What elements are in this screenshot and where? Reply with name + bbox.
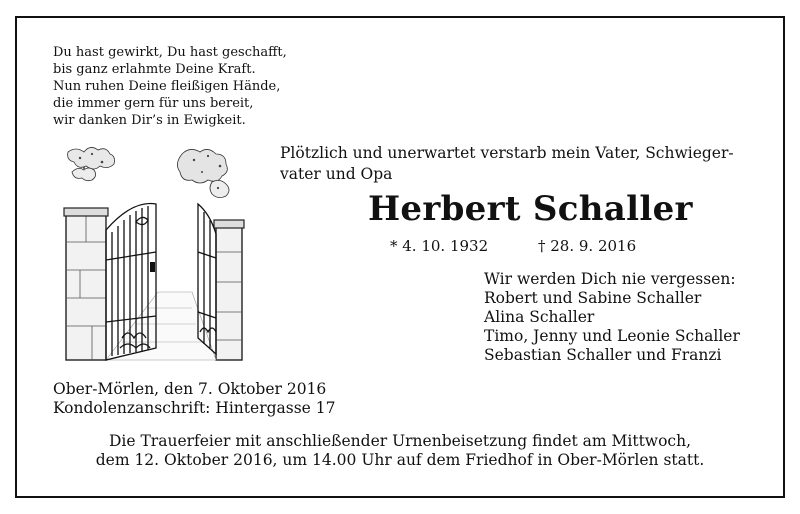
mourner-name: Sebastian Schaller und Franzi — [484, 346, 722, 364]
mourners-list — [484, 270, 740, 365]
mourner-name: Timo, Jenny und Leonie Schaller — [484, 327, 740, 345]
poem-line: Nun ruhen Deine fleißigen Hände, — [53, 79, 281, 94]
poem-line: bis ganz erlahmte Deine Kraft. — [53, 62, 256, 77]
place-and-contact — [53, 380, 336, 418]
service-line: Die Trauerfeier mit anschließender Urnenbeisetzung findet am Mittwoch, — [108, 432, 691, 450]
mourners-heading: Wir werden Dich nie vergessen: — [484, 270, 736, 288]
intro-text: Plötzlich und unerwartet verstarb mein Vater, Schwieger-vater und Opa — [280, 144, 734, 183]
poem-line: die immer gern für uns bereit, — [53, 96, 254, 111]
birth-date: * 4. 10. 1932 — [390, 237, 489, 255]
poem-line: Du hast gewirkt, Du hast geschafft, — [53, 45, 287, 60]
death-date: † 28. 9. 2016 — [538, 237, 637, 255]
service-line: dem 12. Oktober 2016, um 14.00 Uhr auf dem Friedhof in Ober-Mörlen statt. — [95, 451, 705, 469]
deceased-name: Herbert Schaller — [368, 189, 693, 229]
mourner-name: Robert und Sabine Schaller — [484, 289, 702, 307]
open-gate-illustration — [62, 142, 246, 362]
service-info — [40, 432, 760, 470]
place-date: Ober-Mörlen, den 7. Oktober 2016 — [53, 380, 327, 398]
condolence-address: Kondolenzanschrift: Hintergasse 17 — [53, 399, 336, 417]
poem-line: wir danken Dir’s in Ewigkeit. — [53, 113, 246, 128]
memorial-poem — [53, 44, 287, 129]
mourner-name: Alina Schaller — [484, 308, 595, 326]
